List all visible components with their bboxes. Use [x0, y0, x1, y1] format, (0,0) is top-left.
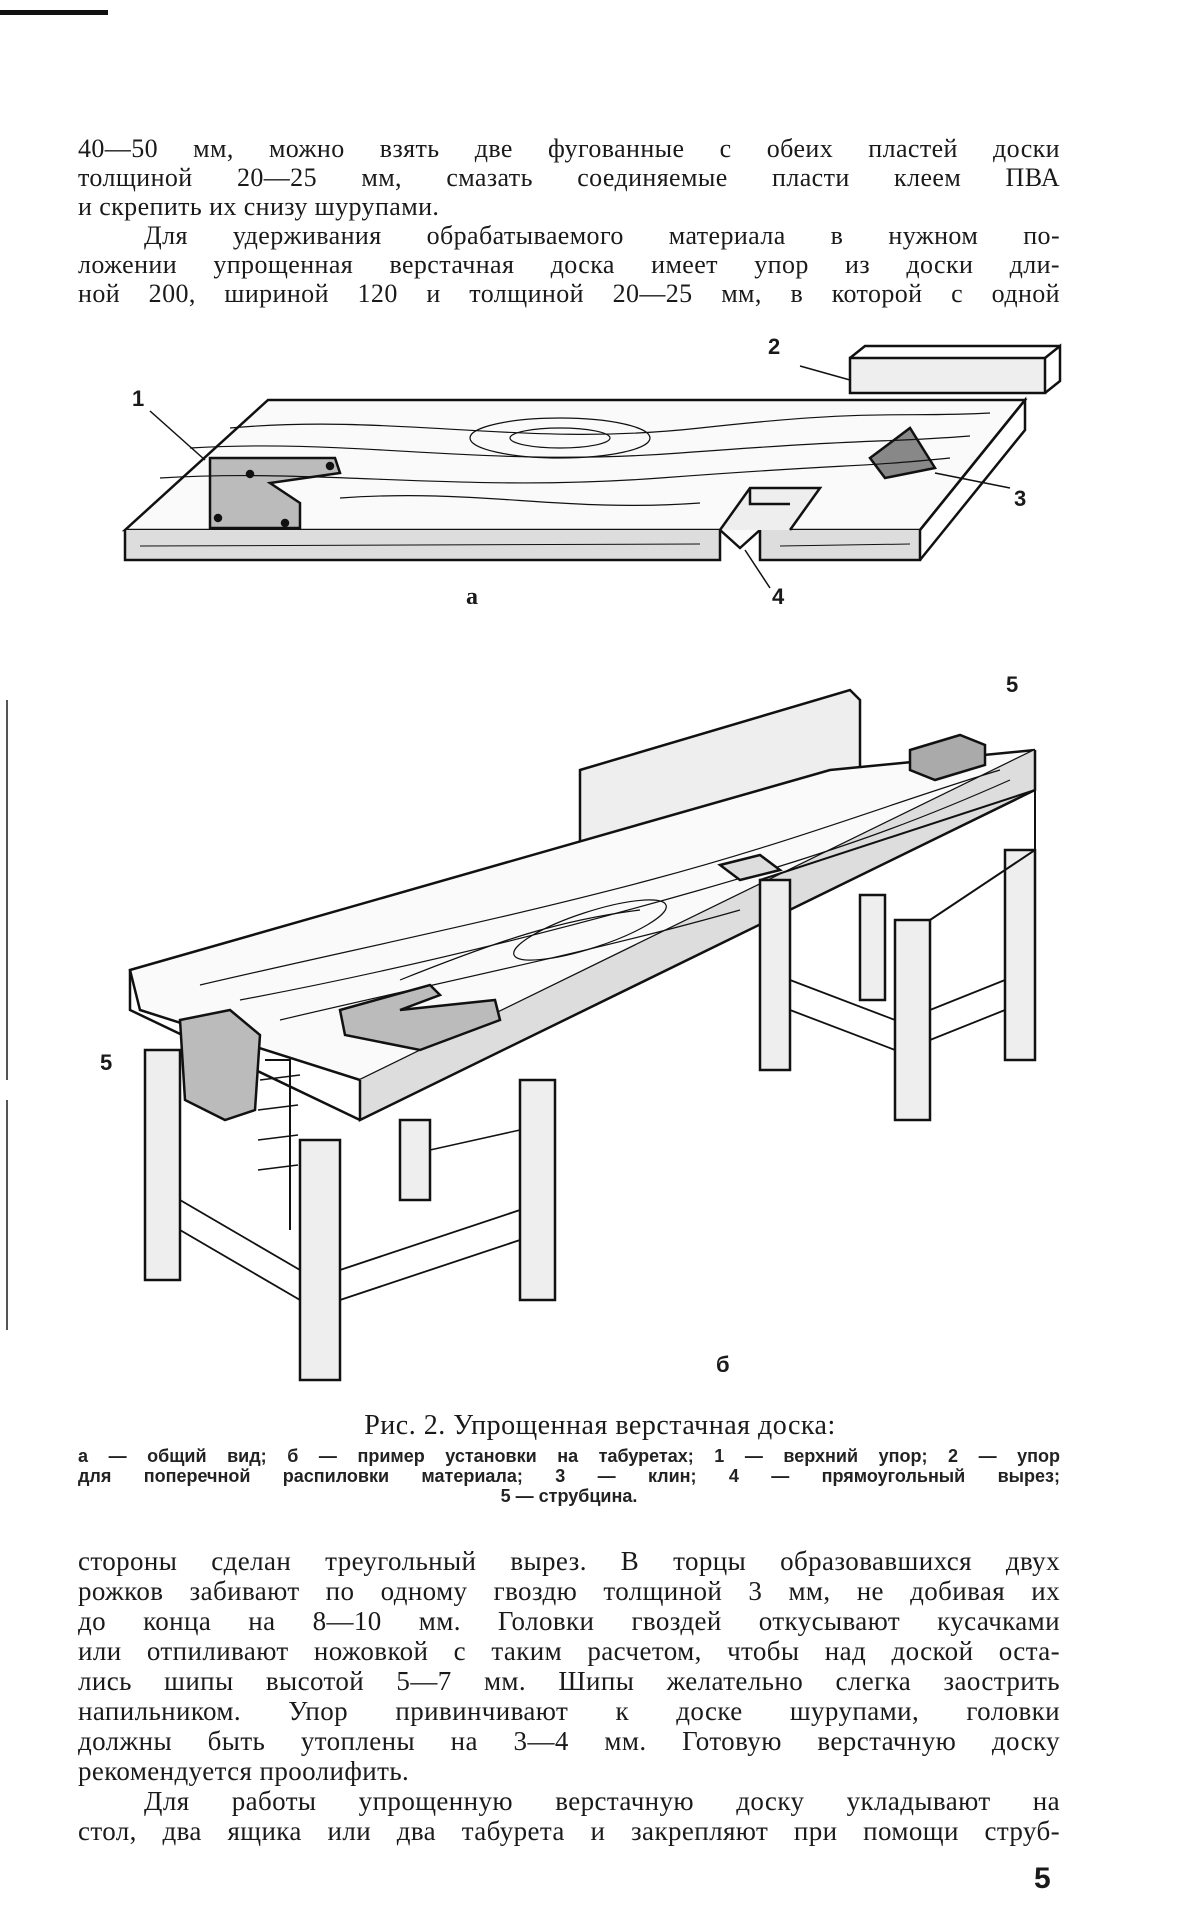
page-number: 5	[1034, 1862, 1051, 1895]
workbench-illustration	[0, 680, 1200, 1400]
callout-2: 2	[768, 334, 781, 359]
callout-1: 1	[132, 386, 145, 411]
text-line: до конца на 8—10 мм. Головки гвоздей откусывают кусачками	[78, 1606, 1060, 1636]
text-line: ложении упрощенная верстачная доска имеет упор из доски дли-	[78, 250, 1060, 279]
callout-4: 4	[772, 584, 785, 609]
text-line: должны быть утоплены на 3—4 мм. Готовую верстачную доску	[78, 1726, 1060, 1756]
text-line: ной 200, шириной 120 и толщиной 20—25 мм, в которой с одной	[78, 279, 1060, 308]
figure-a	[0, 318, 1200, 618]
text-line: стороны сделан треугольный вырез. В торцы образовавшихся двух	[78, 1546, 1060, 1576]
text-line: и скрепить их снизу шурупами.	[78, 192, 440, 221]
text-line: стол, два ящика или два табурета и закрепляют при помощи струб-	[78, 1816, 1060, 1846]
board-illustration	[0, 318, 1200, 618]
text-line: Для удерживания обрабатываемого материала в нужном по-	[144, 221, 1060, 250]
figure-caption-legend	[78, 1446, 1060, 1506]
text-line: Для работы упрощенную верстачную доску укладывают на	[144, 1786, 1060, 1816]
text-line: лись шипы высотой 5—7 мм. Шипы желательно слегка заострить	[78, 1666, 1060, 1696]
text-line: или отпиливают ножовкой с таким расчетом, чтобы над доской оста-	[78, 1636, 1060, 1666]
top-paragraph	[78, 134, 1060, 308]
figure-b	[0, 672, 1200, 1400]
text-line: 40—50 мм, можно взять две фугованные с обеих пластей доски	[78, 134, 1060, 163]
figure-a-label: а	[466, 584, 478, 610]
legend-line: для поперечной распиловки материала; 3 — клин; 4 — прямоугольный вырез;	[78, 1466, 1060, 1486]
legend-line: а — общий вид; б — пример установки на табуретах; 1 — верхний упор; 2 — упор	[78, 1446, 1060, 1466]
top-rule	[0, 10, 108, 15]
figure-b-label: б	[716, 1352, 730, 1377]
callout-5-left: 5	[100, 1050, 113, 1075]
legend-line: 5 — струбцина.	[500, 1486, 638, 1506]
text-line: напильником. Упор привинчивают к доске шурупами, головки	[78, 1696, 1060, 1726]
text-line: толщиной 20—25 мм, смазать соединяемые пласти клеем ПВА	[78, 163, 1060, 192]
text-line: рекомендуется проолифить.	[78, 1756, 410, 1786]
figure-caption-title: Рис. 2. Упрощенная верстачная доска:	[364, 1410, 836, 1441]
callout-3: 3	[1014, 486, 1027, 511]
callout-5-right: 5	[1006, 672, 1019, 697]
bottom-paragraph	[78, 1546, 1060, 1846]
text-line: рожков забивают по одному гвоздю толщиной 3 мм, не добивая их	[78, 1576, 1060, 1606]
